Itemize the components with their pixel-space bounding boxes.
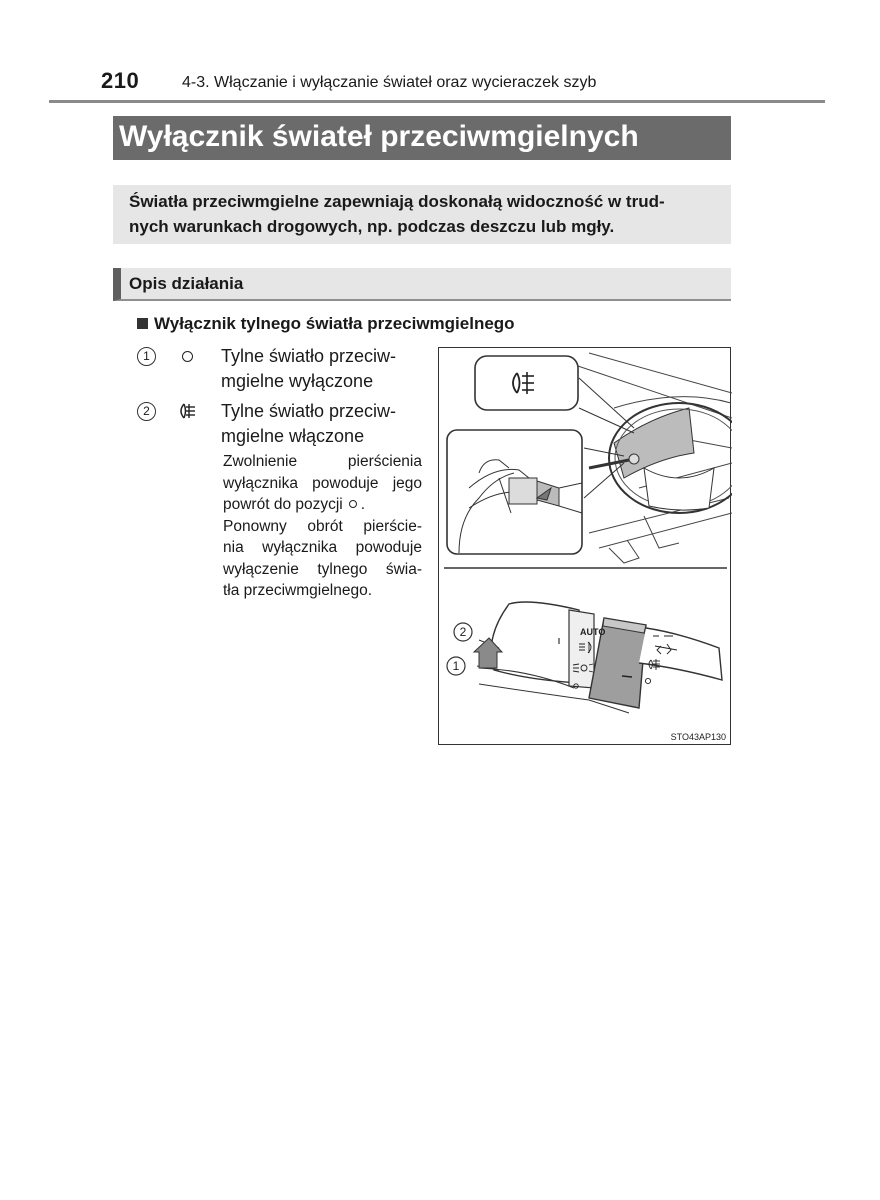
figure-illustration [438,347,731,745]
subsection-heading: Opis działania [113,268,731,301]
item-number-2: 2 [137,402,156,421]
running-head: 4-3. Włączanie i wyłączanie świateł oraz wycieraczek szyb [182,74,597,91]
item-1-text [221,344,422,394]
item-number-1: 1 [137,347,156,366]
note-line-2: wyłącznika powoduje jego [223,474,422,492]
item-2-line-2: mgielne włączone [221,426,365,446]
square-bullet-icon [137,318,148,329]
item-1-line-2: mgielne wyłączone [221,371,374,391]
item-2-line-1: Tylne światło przeciw- [221,401,397,421]
item-2-text [221,399,422,449]
section-title: Wyłącznik świateł przeciwmgielnych [113,116,731,160]
figure-drawing [439,348,732,746]
note-text [223,451,422,602]
note-line-3-text: powrót do pozycji [223,496,343,513]
switch-heading-text: Wyłącznik tylnego światła przeciwmgielnego [154,314,515,333]
auto-label: AUTO [580,627,606,637]
note-line-7: tła przeciwmgielnego. [223,582,373,599]
intro-box [113,185,731,244]
figure-caption: STO43AP130 [670,732,726,742]
note-line-1: Zwolnienie pierścienia [223,453,422,470]
note-line-3 [223,494,422,516]
note-line-6: wyłączenie tylnego świa- [223,560,422,578]
callout-2: 2 [459,625,467,639]
rear-fog-lamp-icon [176,401,198,421]
note-line-3-end: . [360,496,366,513]
switch-heading [137,314,515,334]
note-line-5: nia wyłącznika powoduje [223,539,422,556]
off-position-icon [349,500,357,508]
fog-off-circle-icon [182,351,193,362]
note-line-4: Ponowny obrót pierście- [223,517,422,535]
callout-1: 1 [452,659,460,673]
page-number: 210 [101,68,140,93]
header-rule [49,100,825,103]
intro-line-1: Światła przeciwmgielne zapewniają doskonałą widoczność w trud- [129,192,665,211]
intro-line-2: nych warunkach drogowych, np. podczas deszczu lub mgły. [129,217,615,236]
item-1-line-1: Tylne światło przeciw- [221,346,397,366]
